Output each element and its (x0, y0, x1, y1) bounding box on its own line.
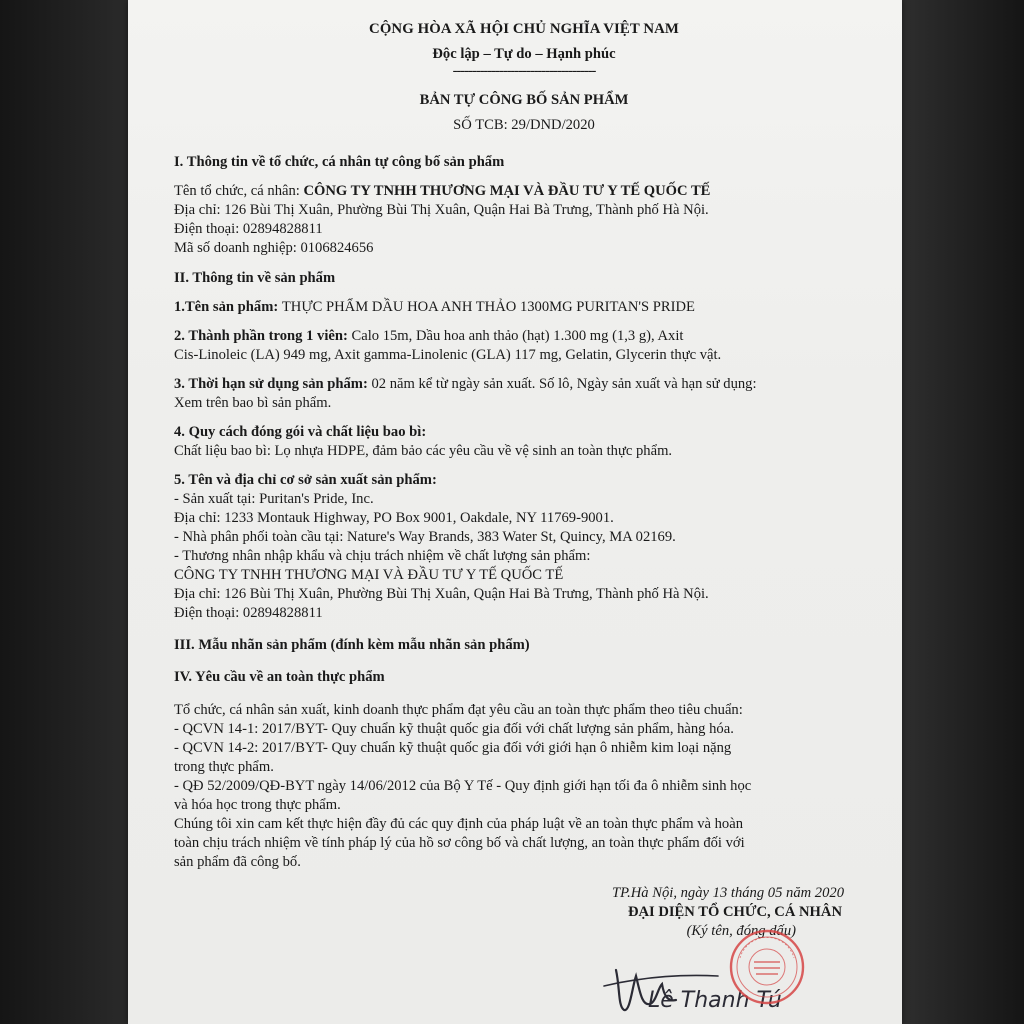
section-4-heading: IV. Yêu cầu về an toàn thực phẩm (174, 669, 385, 685)
motto: Độc lập – Tự do – Hạnh phúc (432, 46, 616, 62)
safety-line: Chúng tôi xin cam kết thực hiện đầy đủ các quy định của pháp luật về an toàn thực phẩm và hoàn (174, 816, 744, 832)
org-line (174, 182, 874, 201)
org-label: Tên tổ chức, cá nhân: (174, 183, 304, 199)
section-1-heading: I. Thông tin về tổ chức, cá nhân tự công bố sản phẩm (174, 154, 505, 170)
shelf-life (174, 375, 874, 413)
safety-line: - QĐ 52/2009/QĐ-BYT ngày 14/06/2012 của Bộ Y Tế - Quy định giới hạn tối đa ô nhiễm sinh học (174, 778, 752, 794)
section-4-body (174, 701, 874, 872)
product-name-value: THỰC PHẨM DẦU HOA ANH THẢO 1300MG PURITAN'S PRIDE (281, 299, 695, 315)
shelf-life-line-1 (174, 375, 874, 394)
safety-line: toàn chịu trách nhiệm về tính pháp lý của hồ sơ công bố và chất lượng, an toàn thực phẩm đối với (174, 835, 745, 851)
background-left (0, 0, 128, 1024)
manufacturer-line: - Thương nhân nhập khẩu và chịu trách nhiệm về chất lượng sản phẩm: (174, 548, 591, 564)
ingredients (174, 327, 874, 365)
org-name: CÔNG TY TNHH THƯƠNG MẠI VÀ ĐẦU TƯ Y TẾ QUỐC TẾ (303, 183, 711, 199)
safety-line: Tổ chức, cá nhân sản xuất, kinh doanh thực phẩm đạt yêu cầu an toàn thực phẩm theo tiêu chuẩn: (174, 702, 743, 718)
section-1-body (174, 182, 874, 258)
shelf-life-value-1: 02 năm kể từ ngày sản xuất. Số lô, Ngày sản xuất và hạn sử dụng: (371, 376, 757, 392)
ingredients-line-1 (174, 327, 874, 346)
document-number: SỐ TCB: 29/DND/2020 (453, 117, 595, 133)
ingredients-value-1: Calo 15m, Dầu hoa anh thảo (hạt) 1.300 mg (1,3 g), Axit (351, 328, 684, 344)
signature-name: Lê Thanh Tú (648, 988, 782, 1013)
document-title: BẢN TỰ CÔNG BỐ SẢN PHẨM (419, 92, 629, 108)
ingredients-label: 2. Thành phần trong 1 viên: (174, 328, 352, 344)
packaging (174, 423, 874, 461)
signature-note: (Ký tên, đóng dấu) (686, 923, 796, 939)
org-address: Địa chỉ: 126 Bùi Thị Xuân, Phường Bùi Thị Xuân, Quận Hai Bà Trưng, Thành phố Hà Nội. (174, 202, 709, 218)
safety-line: - QCVN 14-1: 2017/BYT- Quy chuẩn kỹ thuật quốc gia đối với chất lượng sản phẩm, hàng hóa. (174, 721, 734, 737)
manufacturer-label: 5. Tên và địa chỉ cơ sở sản xuất sản phẩm: (174, 472, 437, 488)
product-name (174, 298, 874, 317)
packaging-label: 4. Quy cách đóng gói và chất liệu bao bì: (174, 424, 427, 440)
section-3-heading: III. Mẫu nhãn sản phẩm (đính kèm mẫu nhãn sản phẩm) (174, 637, 530, 653)
manufacturer-line: - Sản xuất tại: Puritan's Pride, Inc. (174, 491, 374, 507)
background-right (902, 0, 1024, 1024)
manufacturer-line: Địa chỉ: 126 Bùi Thị Xuân, Phường Bùi Thị Xuân, Quận Hai Bà Trưng, Thành phố Hà Nội. (174, 586, 709, 602)
representative-title: ĐẠI DIỆN TỔ CHỨC, CÁ NHÂN (627, 904, 842, 920)
safety-line: và hóa học trong thực phẩm. (174, 797, 341, 813)
manufacturer (174, 471, 874, 623)
product-name-label: 1.Tên sản phẩm: (174, 299, 282, 315)
safety-line: - QCVN 14-2: 2017/BYT- Quy chuẩn kỹ thuật quốc gia đối với giới hạn ô nhiễm kim loại nặng (174, 740, 732, 756)
document-body (174, 20, 874, 941)
document-page (128, 0, 902, 1024)
header-divider: ------------------------------------- (452, 63, 596, 79)
safety-line: sản phẩm đã công bố. (174, 854, 301, 870)
signing-date: TP.Hà Nội, ngày 13 tháng 05 năm 2020 (611, 885, 844, 901)
manufacturer-line: - Nhà phân phối toàn cầu tại: Nature's Way Brands, 383 Water St, Quincy, MA 02169. (174, 529, 676, 545)
manufacturer-line: CÔNG TY TNHH THƯƠNG MẠI VÀ ĐẦU TƯ Y TẾ QUỐC TẾ (174, 567, 564, 583)
manufacturer-line: Điện thoại: 02894828811 (174, 605, 323, 621)
company-seal (728, 928, 806, 1006)
shelf-life-line-2: Xem trên bao bì sản phẩm. (174, 395, 332, 411)
nation-heading: CỘNG HÒA XÃ HỘI CHỦ NGHĨA VIỆT NAM (369, 21, 679, 37)
shelf-life-label: 3. Thời hạn sử dụng sản phẩm: (174, 376, 372, 392)
org-phone: Điện thoại: 02894828811 (174, 221, 323, 237)
safety-line: trong thực phẩm. (174, 759, 274, 775)
ingredients-line-2: Cis-Linoleic (LA) 949 mg, Axit gamma-Linolenic (GLA) 117 mg, Gelatin, Glycerin thực vật. (174, 347, 722, 363)
org-business-code: Mã số doanh nghiệp: 0106824656 (174, 240, 374, 256)
section-2-heading: II. Thông tin về sản phẩm (174, 270, 336, 286)
packaging-value: Chất liệu bao bì: Lọ nhựa HDPE, đảm bảo các yêu cầu về vệ sinh an toàn thực phẩm. (174, 443, 673, 459)
manufacturer-line: Địa chỉ: 1233 Montauk Highway, PO Box 9001, Oakdale, NY 11769-9001. (174, 510, 614, 526)
